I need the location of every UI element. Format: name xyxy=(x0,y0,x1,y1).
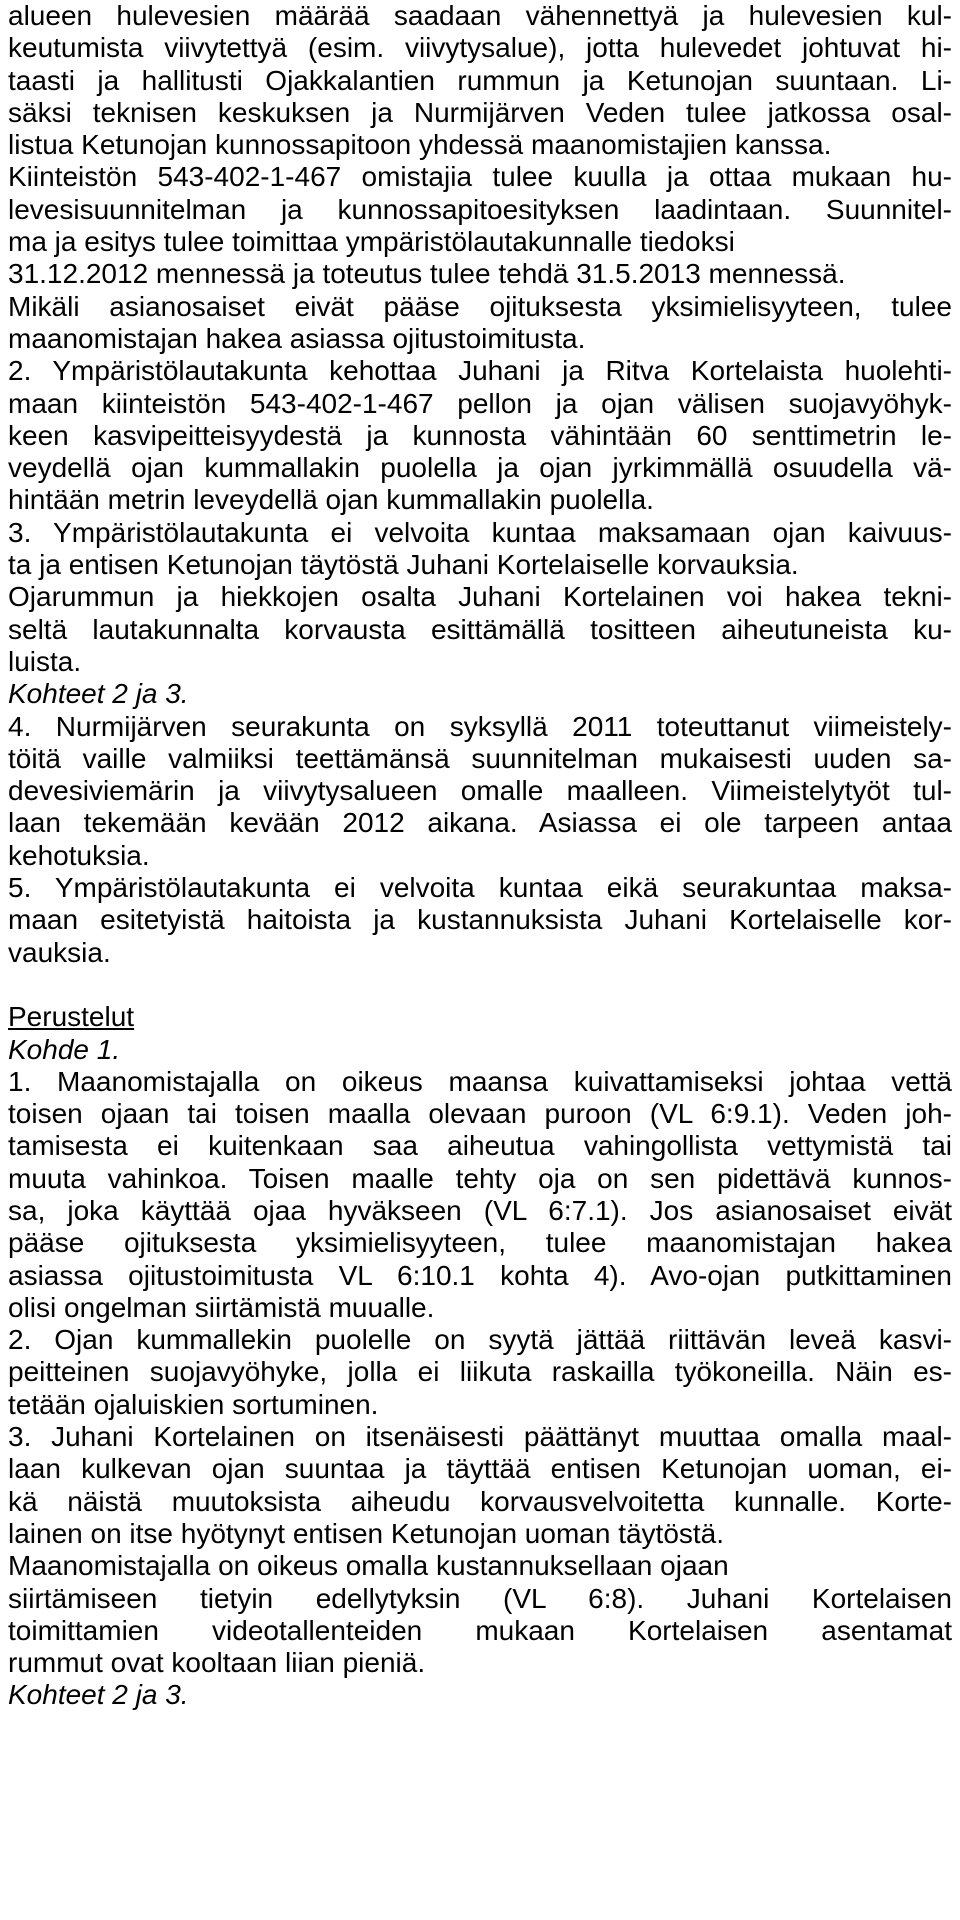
text-line: keutumista viivytettyä (esim. viivytysalue), jotta hulevedet johtuvat hi- xyxy=(8,32,952,64)
text-line: listua Ketunojan kunnossapitoon yhdessä maanomistajien kanssa. xyxy=(8,129,832,161)
text-line: laan tekemään kevään 2012 aikana. Asiassa ei ole tarpeen antaa xyxy=(8,807,952,839)
text-line: rummut ovat kooltaan liian pieniä. xyxy=(8,1647,426,1679)
text-line: 5. Ympäristölautakunta ei velvoita kuntaa eikä seurakuntaa maksa- xyxy=(8,872,952,904)
text-line: Kiinteistön 543-402-1-467 omistajia tulee kuulla ja ottaa mukaan hu- xyxy=(8,161,952,193)
section-heading: Perustelut xyxy=(8,1001,135,1033)
text-line: muuta vahinkoa. Toisen maalle tehty oja on sen pidettävä kunnos- xyxy=(8,1162,952,1194)
text-line: kehotuksia. xyxy=(8,839,150,871)
text-line: laan kulkevan ojan suuntaa ja täyttää entisen Ketunojan uoman, ei- xyxy=(8,1453,952,1485)
text-line: devesiviemärin ja viivytysalueen omalle maalleen. Viimeistelytyöt tul- xyxy=(8,775,952,807)
text-line: ma ja esitys tulee toimittaa ympäristölautakunnalle tiedoksi xyxy=(8,226,735,258)
text-line: 31.12.2012 mennessä ja toteutus tulee tehdä 31.5.2013 mennessä. xyxy=(8,258,846,290)
text-line: asiassa ojitustoimitusta VL 6:10.1 kohta 4). Avo-ojan putkittaminen xyxy=(8,1259,952,1291)
text-line: veydellä ojan kummallakin puolella ja ojan jyrkimmällä osuudella vä- xyxy=(8,452,952,484)
text-line: levesisuunnitelman ja kunnossapitoesityksen laadintaan. Suunnitel- xyxy=(8,193,952,225)
text-line: töitä vaille valmiiksi teettämänsä suunnitelman mukaisesti uuden sa- xyxy=(8,742,952,774)
text-line: tamisesta ei kuitenkaan saa aiheutua vahingollista vettymistä tai xyxy=(8,1130,952,1162)
text-line: ta ja entisen Ketunojan täytöstä Juhani Kortelaiselle korvauksia. xyxy=(8,549,799,581)
text-line: toisen ojaan tai toisen maalla olevaan puroon (VL 6:9.1). Veden joh- xyxy=(8,1098,952,1130)
text-line: 3. Ympäristölautakunta ei velvoita kuntaa maksamaan ojan kaivuus- xyxy=(8,516,952,548)
blank-line xyxy=(8,969,952,1001)
text-line: olisi ongelman siirtämistä muualle. xyxy=(8,1291,435,1323)
text-line: vauksia. xyxy=(8,936,111,968)
text-line: peitteinen suojavyöhyke, jolla ei liikuta raskailla työkoneilla. Näin es- xyxy=(8,1356,952,1388)
text-line: säksi teknisen keskuksen ja Nurmijärven Veden tulee jatkossa osal- xyxy=(8,96,952,128)
text-line: sa, joka käyttää ojaa hyväkseen (VL 6:7.1). Jos asianosaiset eivät xyxy=(8,1194,952,1226)
text-line: taasti ja hallitusti Ojakkalantien rummun ja Ketunojan suuntaan. Li- xyxy=(8,64,952,96)
text-line: siirtämiseen tietyin edellytyksin (VL 6:8). Juhani Kortelaisen xyxy=(8,1582,952,1614)
text-line: keen kasvipeitteisyydestä ja kunnosta vähintään 60 senttimetrin le- xyxy=(8,419,952,451)
text-line: hintään metrin leveydellä ojan kummallakin puolella. xyxy=(8,484,654,516)
text-line: maan esitetyistä haitoista ja kustannuksista Juhani Kortelaiselle kor- xyxy=(8,904,952,936)
text-line: alueen hulevesien määrää saadaan vähennettyä ja hulevesien kul- xyxy=(8,0,952,31)
text-line: Maanomistajalla on oikeus omalla kustannuksellaan ojaan xyxy=(8,1550,729,1582)
text-line: 2. Ympäristölautakunta kehottaa Juhani ja Ritva Kortelaista huolehti- xyxy=(8,355,952,387)
text-line: Mikäli asianosaiset eivät pääse ojituksesta yksimielisyyteen, tulee xyxy=(8,290,952,322)
text-line: tetään ojaluiskien sortuminen. xyxy=(8,1388,379,1420)
text-line: 3. Juhani Kortelainen on itsenäisesti päättänyt muuttaa omalla maal- xyxy=(8,1421,952,1453)
text-line: pääse ojituksesta yksimielisyyteen, tulee maanomistajan hakea xyxy=(8,1227,952,1259)
text-line: seltä lautakunnalta korvausta esittämällä tositteen aiheutuneista ku- xyxy=(8,613,952,645)
text-line: luista. xyxy=(8,645,82,677)
subheading: Kohteet 2 ja 3. xyxy=(8,1679,189,1711)
text-line: 4. Nurmijärven seurakunta on syksyllä 2011 toteuttanut viimeistely- xyxy=(8,710,952,742)
text-line: 1. Maanomistajalla on oikeus maansa kuivattamiseksi johtaa vettä xyxy=(8,1065,952,1097)
text-line: maan kiinteistön 543-402-1-467 pellon ja ojan välisen suojavyöhyk- xyxy=(8,387,952,419)
text-line: kä näistä muutoksista aiheudu korvausvelvoitetta kunnalle. Korte- xyxy=(8,1485,952,1517)
text-line: 2. Ojan kummallekin puolelle on syytä jättää riittävän leveä kasvi- xyxy=(8,1324,952,1356)
subheading: Kohde 1. xyxy=(8,1033,121,1065)
text-line: Ojarummun ja hiekkojen osalta Juhani Kortelainen voi hakea tekni- xyxy=(8,581,952,613)
subheading: Kohteet 2 ja 3. xyxy=(8,678,189,710)
text-line: toimittamien videotallenteiden mukaan Kortelaisen asentamat xyxy=(8,1614,952,1646)
text-line: lainen on itse hyötynyt entisen Ketunojan uoman täytöstä. xyxy=(8,1517,725,1549)
text-line: maanomistajan hakea asiassa ojitustoimitusta. xyxy=(8,322,586,354)
